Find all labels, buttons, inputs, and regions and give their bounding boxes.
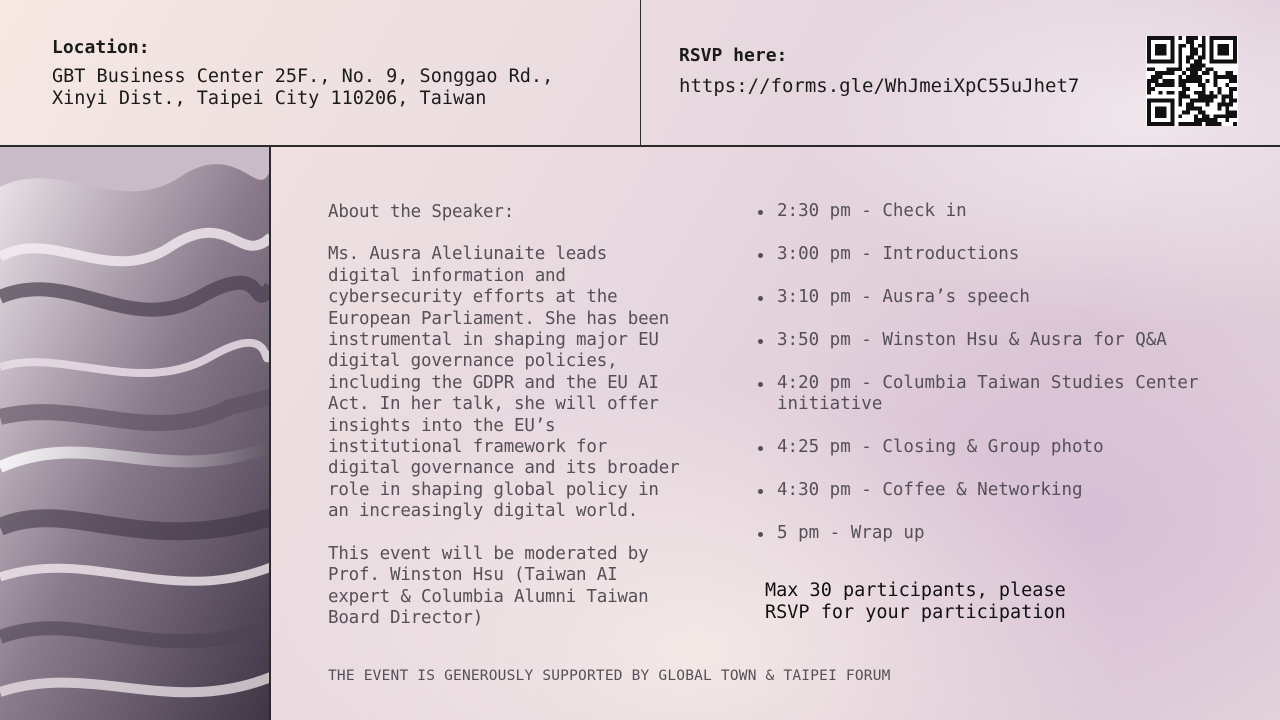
schedule-item: 5 pm - Wrap up <box>757 523 1237 544</box>
moderator-note: This event will be moderated by Prof. Winston Hsu (Taiwan AI expert & Columbia Alumni Taiwan Board Director) <box>328 543 649 628</box>
location-block <box>52 36 622 110</box>
event-info-header <box>0 0 1280 147</box>
about-speaker-section <box>328 202 728 650</box>
liquid-metal-decorative-image <box>0 147 271 720</box>
rsvp-link[interactable]: https://forms.gle/WhJmeiXpC55uJhet7 <box>679 75 1080 97</box>
qr-code-icon <box>1146 36 1238 126</box>
rsvp-label: RSVP here: <box>679 45 788 66</box>
liquid-metal-texture <box>0 147 271 720</box>
header-divider <box>640 0 641 147</box>
rsvp-block <box>679 44 1129 98</box>
event-schedule <box>757 201 1237 566</box>
participant-notice: Max 30 participants, please RSVP for your participation <box>765 580 1066 623</box>
schedule-item: 3:10 pm - Ausra’s speech <box>757 287 1237 308</box>
schedule-item: 4:30 pm - Coffee & Networking <box>757 480 1237 501</box>
location-label: Location: <box>52 37 150 58</box>
schedule-item: 4:20 pm - Columbia Taiwan Studies Center initiative <box>757 373 1237 416</box>
schedule-item: 3:50 pm - Winston Hsu & Ausra for Q&A <box>757 330 1237 351</box>
schedule-item: 3:00 pm - Introductions <box>757 244 1237 265</box>
schedule-item: 4:25 pm - Closing & Group photo <box>757 437 1237 458</box>
speaker-bio: Ms. Ausra Aleliunaite leads digital information and cybersecurity efforts at the European Parliament. She has been instrumental in shaping major EU digital governance policies, including the GDPR and the EU AI Act. In her talk, she will offer insights into the EU’s institutional framework for digital governance and its broader role in shaping global policy in an increasingly digital world. <box>328 244 680 522</box>
sponsor-footer: THE EVENT IS GENEROUSLY SUPPORTED BY GLOBAL TOWN & TAIPEI FORUM <box>328 668 891 684</box>
schedule-item: 2:30 pm - Check in <box>757 201 1237 222</box>
location-address: GBT Business Center 25F., No. 9, Songgao Rd., Xinyi Dist., Taipei City 110206, Taiwan <box>52 66 554 109</box>
about-heading: About the Speaker: <box>328 202 515 222</box>
